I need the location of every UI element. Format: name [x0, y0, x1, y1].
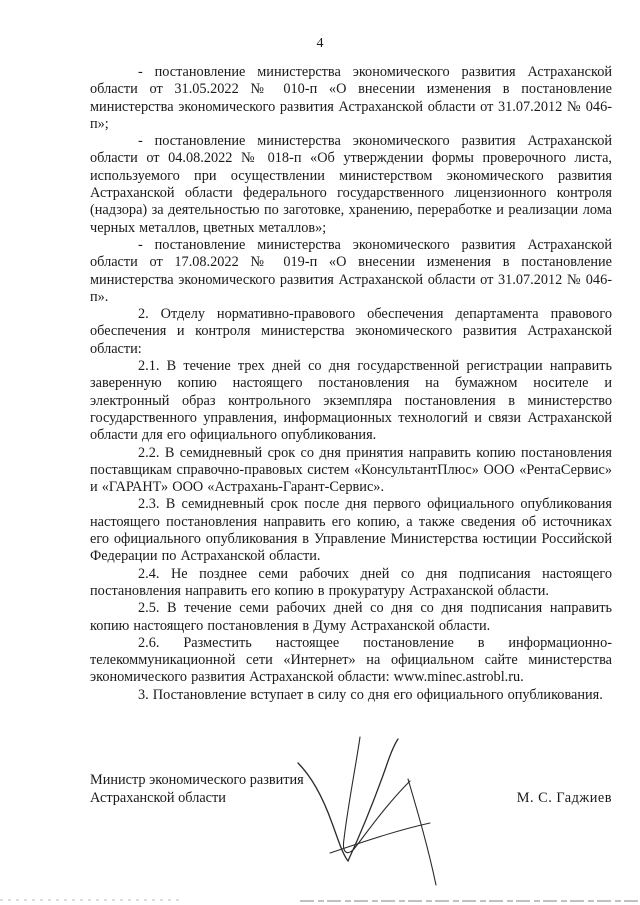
signatory-position-line2: Астраханской области: [90, 789, 226, 806]
clause-2-1: 2.1. В течение трех дней со дня государственной регистрации направить заверенную копию настоящего постановления на бумажном носителе и электронный образ контрольного экземпляра постановления в министерство государственного управления, информационных технологий и связи Астраханской области для его официального опубликования.: [90, 358, 612, 444]
clause-2: 2. Отделу нормативно-правового обеспечения департамента правового обеспечения и контроля министерства экономического развития Астраханской области:: [90, 306, 612, 357]
list-item-resolution-018: - постановление министерства экономического развития Астраханской области от 04.08.2022 № 018-п «Об утверждении формы проверочного листа, используемого при осуществлении министерством экономического развития Астраханской области федерального государственного лицензионного контроля (надзора) за деятельностью по заготовке, хранению, переработке и реализации лома черных металлов, цветных металлов»;: [90, 133, 612, 236]
signatory-position-line1: Министр экономического развития: [90, 772, 304, 788]
clause-2-4: 2.4. Не позднее семи рабочих дней со дня подписания настоящего постановления направить его копию в прокуратуру Астраханской области.: [90, 565, 612, 599]
clause-3: 3. Постановление вступает в силу со дня его официального опубликования.: [138, 686, 603, 703]
signatory-name: М. С. Гаджиев: [516, 789, 612, 806]
handwritten-signature: [290, 735, 470, 895]
clause-2-6: 2.6. Разместить настоящее постановление в информационно-телекоммуникационной сети «Интернет» на официальном сайте министерства экономического развития Астраханской области: www.minec.astrobl.ru.: [90, 634, 612, 686]
clause-2-2: 2.2. В семидневный срок со дня принятия направить копию постановления поставщикам справочно-правовых систем «КонсультантПлюс» ООО «РентаСервис» и «ГАРАНТ» ООО «Астрахань-Гарант-Сервис».: [90, 444, 612, 496]
clause-2-5: 2.5. В течение семи рабочих дней со дня со дня подписания направить копию настоящего постановления в Думу Астраханской области.: [90, 600, 612, 634]
list-item-resolution-019: - постановление министерства экономического развития Астраханской области от 17.08.2022 № 019-п «О внесении изменения в постановление министерства экономического развития Астраханской области от 31.07.2012 № 046-п».: [90, 236, 612, 305]
list-item-resolution-010: - постановление министерства экономического развития Астраханской области от 31.05.2022 № 010-п «О внесении изменения в постановление министерства экономического развития Астраханской области от 31.07.2012 № 046-п»;: [90, 64, 612, 132]
scan-edge-artifact: [0, 896, 640, 905]
page-number: 4: [316, 36, 324, 51]
clause-2-3: 2.3. В семидневный срок после дня первого официального опубликования настоящего постановления направить его копию, а также сведения об источниках его официального опубликования в Управление Министерства юстиции Российской Федерации по Астраханской области.: [90, 496, 612, 565]
document-body: [90, 64, 612, 704]
